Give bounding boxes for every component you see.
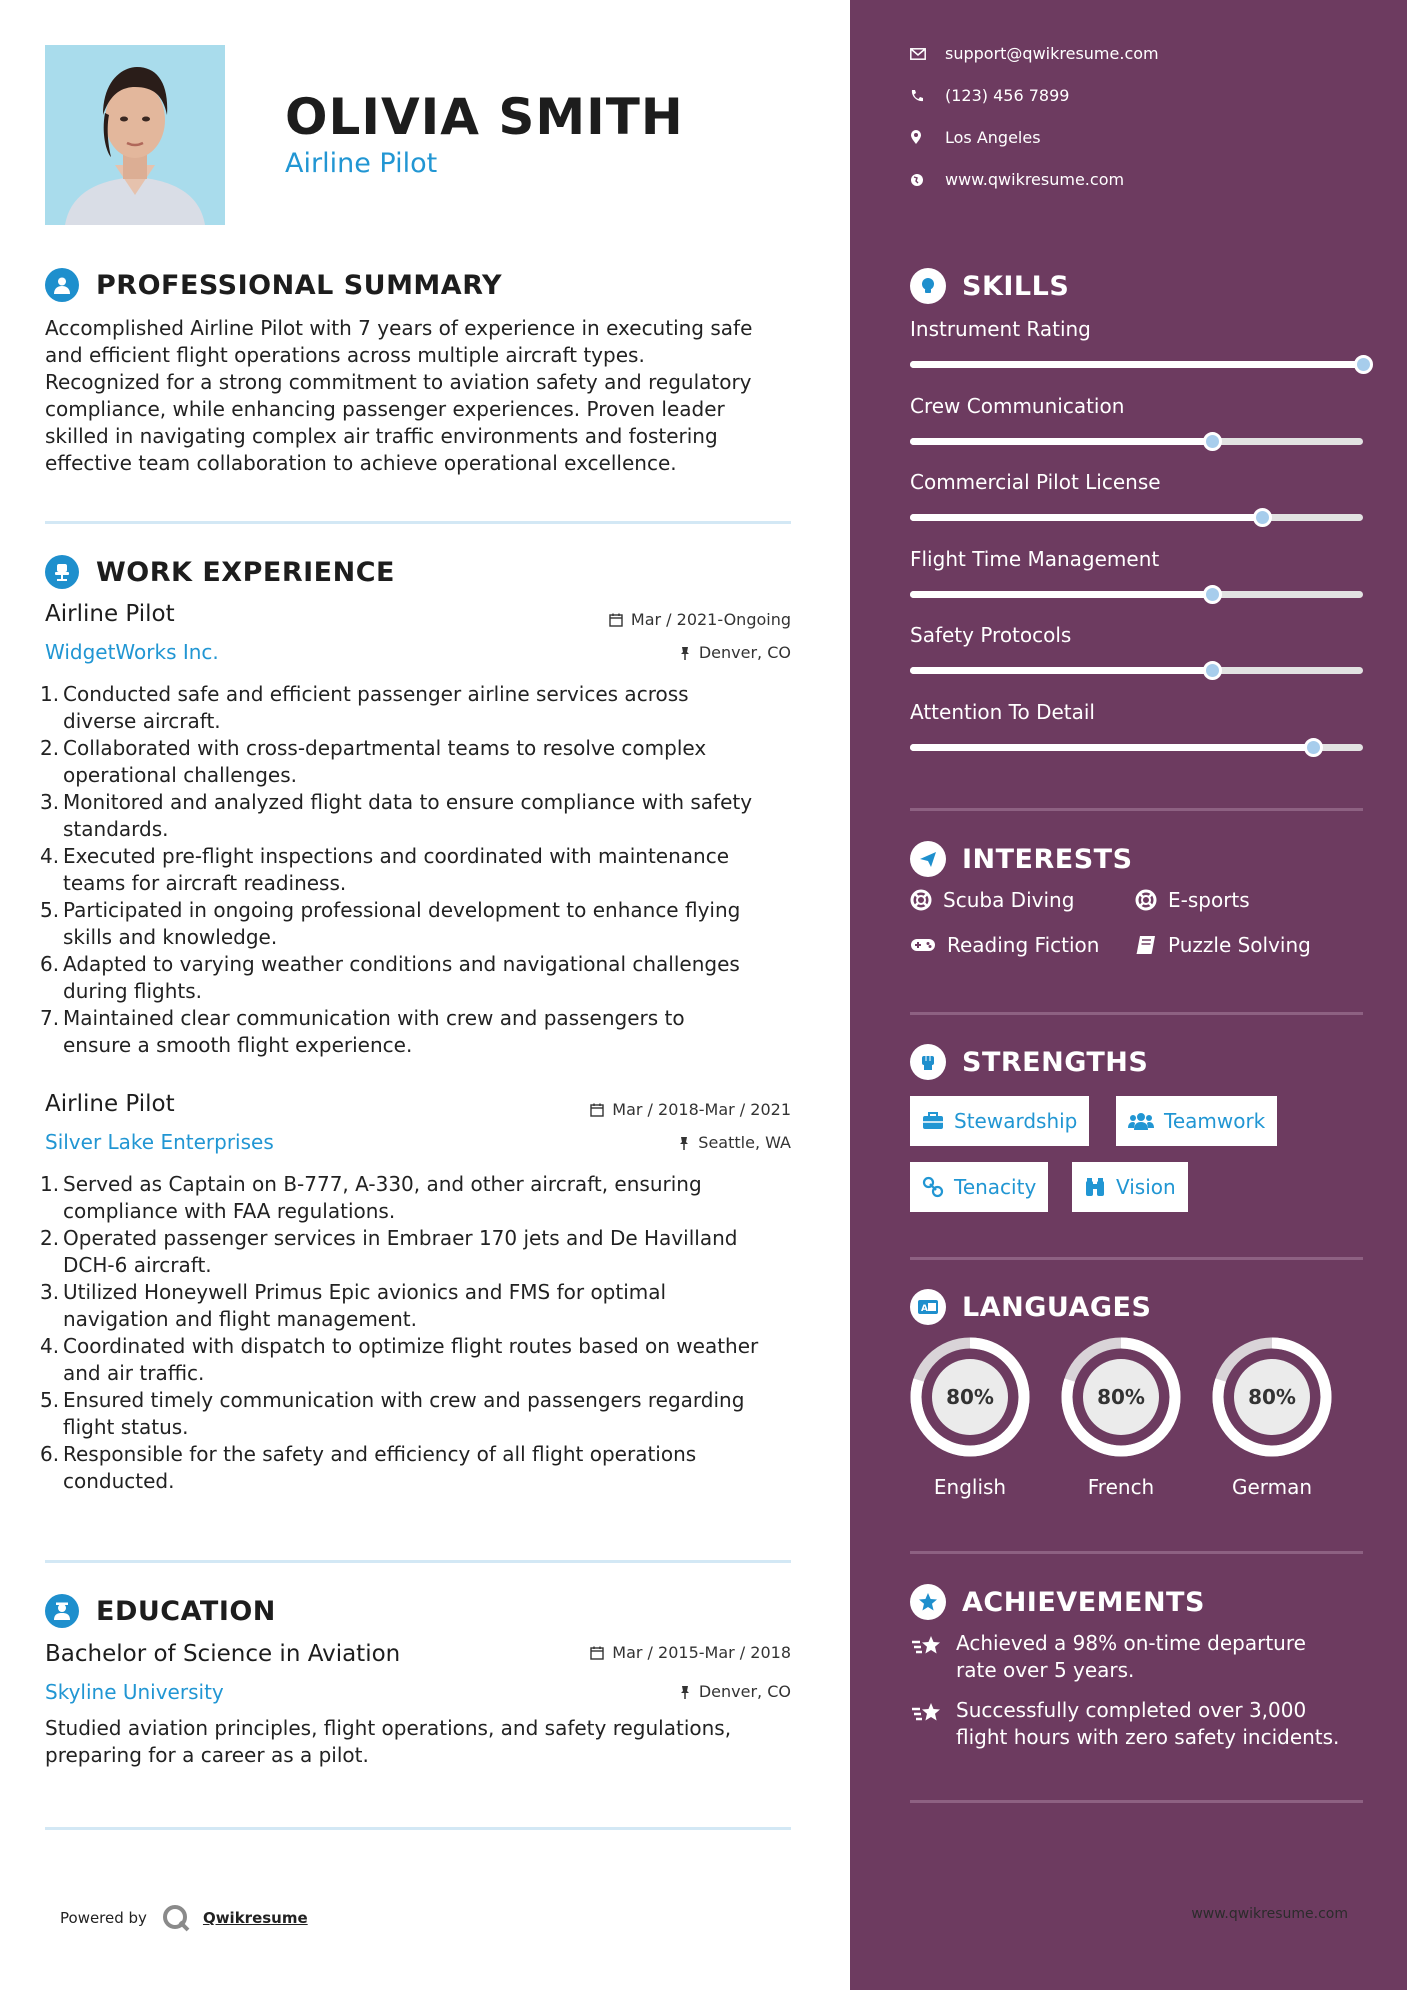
- interest-item: Scuba Diving: [910, 888, 1074, 912]
- language-name: German: [1231, 1475, 1313, 1499]
- list-item: 5. Ensured timely communication with crew and passengers regarding flight status.: [40, 1388, 745, 1439]
- education-description: Studied aviation principles, flight operations, and safety regulations, preparing for a career as a pilot.: [45, 1716, 732, 1767]
- lightbulb-icon: [910, 268, 946, 304]
- skill-level-knob: [1354, 355, 1373, 374]
- section-divider: [45, 1827, 791, 1830]
- section-divider: [45, 1560, 791, 1563]
- powered-by: Powered by Qwikresume: [60, 1903, 308, 1933]
- pin-icon: [679, 646, 691, 660]
- section-divider: [910, 808, 1363, 811]
- contact-location: Los Angeles: [910, 128, 1041, 147]
- skill-label: Crew Communication: [910, 393, 1125, 418]
- school-name: Skyline University: [45, 1680, 224, 1704]
- language-item: [1212, 1337, 1332, 1499]
- strengths-header: STRENGTHS: [910, 1044, 1148, 1080]
- shooting-star-icon: [910, 1701, 944, 1725]
- section-title: WORK EXPERIENCE: [96, 556, 395, 588]
- list-item: 5. Participated in ongoing professional development to enhance flying skills and knowledge.: [40, 898, 741, 949]
- skill-label: Flight Time Management: [910, 546, 1160, 571]
- list-item: 3. Utilized Honeywell Primus Epic avionics and FMS for optimal navigation and flight management.: [40, 1280, 667, 1331]
- list-item: 2. Collaborated with cross-departmental teams to resolve complex operational challenges.: [40, 736, 707, 787]
- contact-phone[interactable]: (123) 456 7899: [910, 86, 1069, 105]
- achievements-header: ACHIEVEMENTS: [910, 1584, 1205, 1620]
- pin-icon: [679, 1685, 691, 1699]
- section-divider: [910, 1012, 1363, 1015]
- skill-level-knob: [1203, 432, 1222, 451]
- candidate-name: OLIVIA SMITH: [285, 88, 684, 146]
- section-divider: [45, 521, 791, 524]
- interest-item: E-sports: [1135, 888, 1250, 912]
- job-title: Airline Pilot: [45, 1091, 175, 1117]
- skill-level-knob: [1203, 585, 1222, 604]
- pin-icon: [678, 1136, 690, 1150]
- contact-email[interactable]: support@qwikresume.com: [910, 44, 1159, 63]
- degree-title: Bachelor of Science in Aviation: [45, 1641, 401, 1667]
- language-ring: [1212, 1337, 1332, 1457]
- fist-icon: [910, 1044, 946, 1080]
- job-dates: Mar / 2018-Mar / 2021: [590, 1100, 791, 1119]
- achievement-item: Successfully completed over 3,000 flight hours with zero safety incidents.: [910, 1697, 1363, 1751]
- company-name: Silver Lake Enterprises: [45, 1130, 274, 1154]
- skill-label: Instrument Rating: [910, 317, 1091, 341]
- skill-level-knob: [1304, 738, 1323, 757]
- company-name: WidgetWorks Inc.: [45, 640, 219, 664]
- skill-bar: [910, 744, 1363, 751]
- job-bullets: [40, 681, 800, 1059]
- skill-bar-fill: [910, 744, 1313, 751]
- envelope-icon: [910, 48, 926, 60]
- education-dates: Mar / 2015-Mar / 2018: [590, 1643, 791, 1662]
- chair-icon: [45, 555, 79, 589]
- achievement-item: Achieved a 98% on-time departure rate over 5 years.: [910, 1630, 1363, 1684]
- job-location: Seattle, WA: [678, 1133, 791, 1152]
- star-icon: [910, 1584, 946, 1620]
- strength-badge: Teamwork: [1116, 1096, 1277, 1146]
- language-percent: 80%: [1248, 1385, 1296, 1409]
- life-ring-icon: [910, 889, 932, 911]
- skill-bar: [910, 667, 1363, 674]
- skill-bar: [910, 514, 1363, 521]
- profile-photo: [45, 45, 225, 225]
- calendar-icon: [609, 613, 623, 627]
- language-ring: [910, 1337, 1030, 1457]
- candidate-role: Airline Pilot: [285, 148, 438, 179]
- language-item: [910, 1337, 1030, 1499]
- section-title: PROFESSIONAL SUMMARY: [96, 269, 503, 301]
- interest-item: Puzzle Solving: [1135, 933, 1311, 957]
- skill-bar-fill: [910, 667, 1212, 674]
- qwikresume-link[interactable]: Qwikresume: [202, 1909, 308, 1927]
- skill-bar-fill: [910, 591, 1212, 598]
- skill-level-knob: [1203, 661, 1222, 680]
- link-icon: [922, 1176, 944, 1198]
- language-item: [1061, 1337, 1181, 1499]
- strength-badge: Stewardship: [910, 1096, 1089, 1146]
- language-ring: [1061, 1337, 1181, 1457]
- job-bullets: [40, 1171, 800, 1495]
- language-name: English: [933, 1475, 1007, 1499]
- binoculars-icon: [1084, 1177, 1106, 1197]
- skills-header: SKILLS: [910, 268, 1069, 304]
- skill-bar-fill: [910, 438, 1212, 445]
- svg-text:A: A: [921, 1304, 928, 1314]
- gamepad-icon: [910, 937, 936, 953]
- list-item: 4. Executed pre-flight inspections and coordinated with maintenance teams for aircraft readiness.: [40, 844, 730, 895]
- job-title: Airline Pilot: [45, 601, 175, 627]
- phone-icon: [910, 89, 924, 103]
- footer-site-link[interactable]: www.qwikresume.com: [1191, 1906, 1348, 1922]
- skill-label: Safety Protocols: [910, 623, 1072, 647]
- life-ring-icon: [1135, 889, 1157, 911]
- language-percent: 80%: [1097, 1385, 1145, 1409]
- skill-bar: [910, 361, 1363, 368]
- users-icon: [1128, 1112, 1154, 1130]
- location-icon: [910, 130, 922, 145]
- contact-website[interactable]: www.qwikresume.com: [910, 170, 1124, 189]
- calendar-icon: [590, 1646, 604, 1660]
- skill-level-knob: [1253, 508, 1272, 527]
- education-location: Denver, CO: [679, 1682, 791, 1701]
- experience-header: [45, 555, 395, 589]
- section-divider: [910, 1800, 1363, 1803]
- list-item: 6. Responsible for the safety and efficiency of all flight operations conducted.: [40, 1442, 697, 1493]
- book-icon: [1135, 935, 1157, 955]
- skill-bar: [910, 591, 1363, 598]
- education-header: [45, 1594, 276, 1628]
- list-item: 3. Monitored and analyzed flight data to ensure compliance with safety standards.: [40, 790, 753, 841]
- language-name: French: [1087, 1475, 1155, 1499]
- briefcase-icon: [922, 1112, 944, 1130]
- paper-plane-icon: [910, 841, 946, 877]
- list-item: 4. Coordinated with dispatch to optimize flight routes based on weather and air traffic.: [40, 1334, 759, 1385]
- section-divider: [910, 1257, 1363, 1260]
- sidebar: [850, 0, 1407, 1990]
- list-item: 1. Conducted safe and efficient passenger airline services across diverse aircraft.: [40, 682, 689, 733]
- job-location: Denver, CO: [679, 643, 791, 662]
- graduate-icon: [45, 1594, 79, 1628]
- interests-header: INTERESTS: [910, 841, 1133, 877]
- languages-header: A LANGUAGES: [910, 1289, 1151, 1325]
- list-item: 1. Served as Captain on B-777, A-330, and other aircraft, ensuring compliance with FAA regulations.: [40, 1172, 702, 1223]
- globe-icon: [910, 173, 924, 187]
- section-title: EDUCATION: [96, 1595, 276, 1627]
- list-item: 6. Adapted to varying weather conditions and navigational challenges during flights.: [40, 952, 740, 1003]
- list-item: 7. Maintained clear communication with crew and passengers to ensure a smooth flight experience.: [40, 1006, 685, 1057]
- language-percent: 80%: [946, 1385, 994, 1409]
- shooting-star-icon: [910, 1634, 944, 1658]
- skill-bar-fill: [910, 514, 1262, 521]
- user-icon: [45, 268, 79, 302]
- summary-header: [45, 268, 502, 302]
- skill-bar: [910, 438, 1363, 445]
- skill-label: Attention To Detail: [910, 699, 1095, 724]
- strength-badge: Tenacity: [910, 1162, 1048, 1212]
- calendar-icon: [590, 1103, 604, 1117]
- section-divider: [910, 1551, 1363, 1554]
- summary-text: Accomplished Airline Pilot with 7 years of experience in executing safe and efficient flight operations across multiple aircraft types. Recognized for a strong commitment to aviation safety and regulatory compliance, while enhancing passenger experiences. Proven leader skilled in navigating complex air traffic environments and fostering effective team collaboration to achieve operational excellence.: [45, 316, 753, 475]
- strength-badge: Vision: [1072, 1162, 1188, 1212]
- translate-icon: [910, 1289, 946, 1325]
- list-item: 2. Operated passenger services in Embraer 170 jets and De Havilland DCH-6 aircraft.: [40, 1226, 738, 1277]
- skill-label: Commercial Pilot License: [910, 470, 1161, 494]
- interest-item: Reading Fiction: [910, 933, 1099, 957]
- job-dates: Mar / 2021-Ongoing: [609, 610, 791, 629]
- skill-bar-fill: [910, 361, 1363, 368]
- qwikresume-logo-icon: [161, 1903, 191, 1933]
